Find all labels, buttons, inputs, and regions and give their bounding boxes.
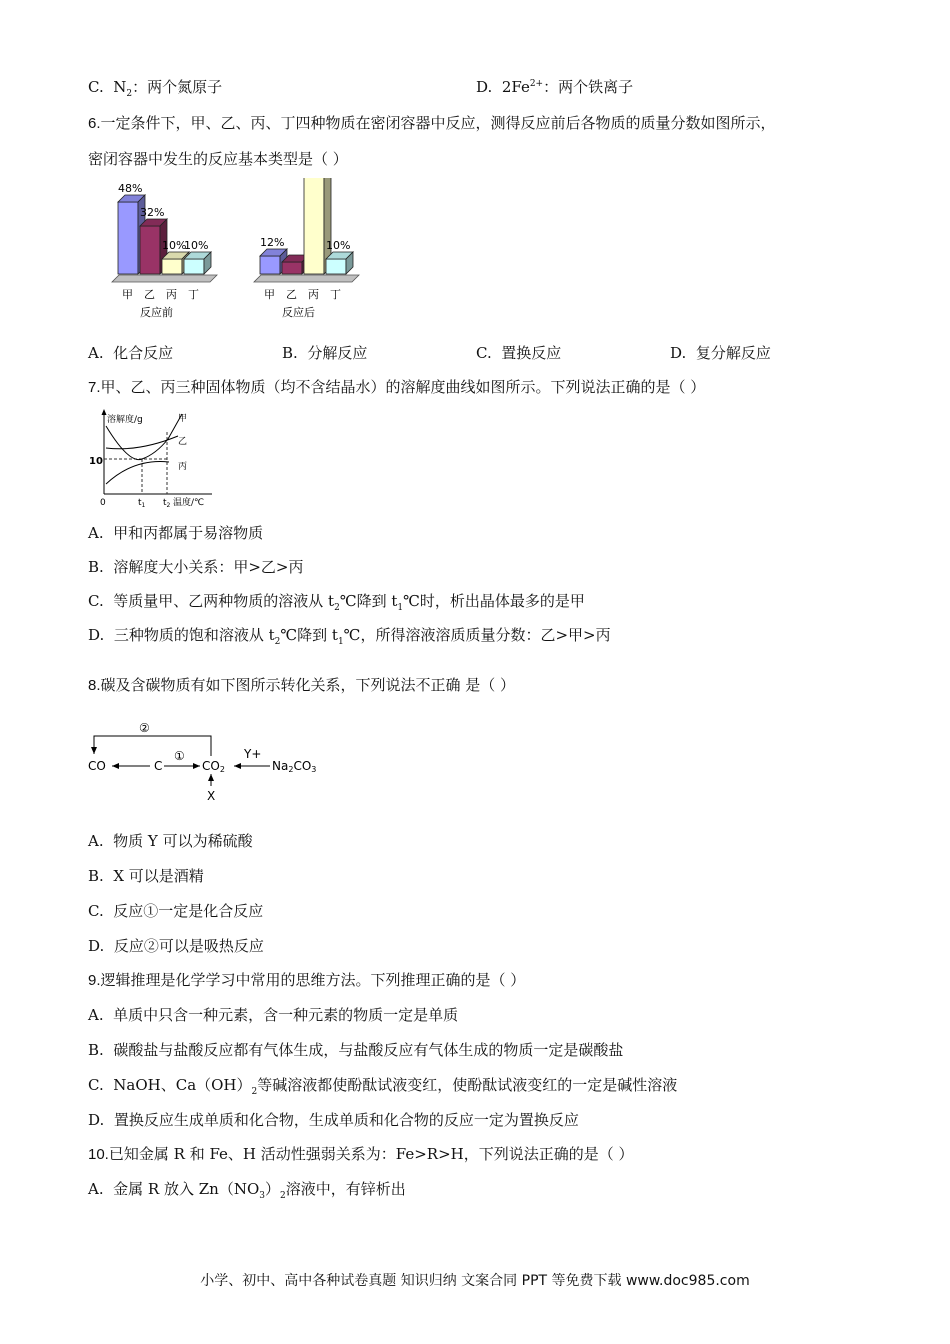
q7-option-c	[88, 590, 585, 612]
option-label: A.	[88, 832, 104, 850]
option-text: 碳酸盐与盐酸反应都有气体生成，与盐酸反应有气体生成的物质一定是碳酸盐	[113, 1041, 624, 1059]
question-number: 7.	[88, 379, 101, 396]
group-label: 反应前	[140, 306, 173, 319]
q6-option-b	[282, 342, 367, 364]
curve-bing	[106, 461, 169, 484]
node-co2: CO2	[202, 759, 225, 774]
question-text: 甲、乙、丙三种固体物质（均不含结晶水）的溶解度曲线如图所示。下列说法正确的是（ ）	[100, 378, 706, 396]
option-text: ℃降到 t	[280, 626, 338, 644]
question-number: 8.	[88, 677, 101, 694]
q6-option-d	[670, 342, 771, 364]
option-text: 三种物质的饱和溶液从 t	[113, 626, 275, 644]
reaction-1-mark: ①	[174, 749, 185, 763]
q5-option-d	[476, 76, 633, 98]
option-label: B.	[88, 558, 104, 576]
subscript: 2	[251, 1087, 258, 1097]
node-na2co3: Na2CO3	[272, 759, 317, 774]
option-label: C.	[88, 592, 104, 610]
option-text: 物质 Y 可以为稀硫酸	[113, 832, 253, 850]
option-label: A.	[88, 1006, 104, 1024]
question-text: 已知金属 R 和 Fe、H 活动性强弱关系为：Fe>R>H，下列说法正确的是（ ）	[108, 1145, 634, 1163]
chart-floor	[112, 275, 217, 282]
bar-value-label: 12%	[260, 236, 285, 249]
option-label: C.	[88, 78, 104, 96]
q7-option-a	[88, 522, 263, 544]
option-text: 复分解反应	[695, 344, 771, 362]
subscript: 2	[280, 1191, 286, 1201]
q9-option-d	[88, 1109, 579, 1131]
option-label: C.	[476, 344, 492, 362]
subscript: 2	[334, 603, 340, 613]
option-label: B.	[282, 344, 298, 362]
subscript: 1	[337, 637, 344, 647]
option-label: A.	[88, 524, 104, 542]
formula-superscript: 2+	[529, 79, 544, 89]
bar-value-label: 32%	[140, 206, 165, 219]
option-text: 单质中只含一种元素，含一种元素的物质一定是单质	[113, 1006, 459, 1024]
option-label: A.	[88, 344, 104, 362]
question-number: 10.	[88, 1146, 109, 1163]
x-axis-label: 温度/℃	[173, 498, 205, 508]
q6-stem-line1	[88, 112, 776, 135]
option-label: B.	[88, 867, 104, 885]
t2-label: $t_2$	[163, 498, 171, 509]
option-text: 置换反应	[501, 344, 562, 362]
option-label: D.	[476, 78, 493, 96]
chart-floor	[254, 275, 359, 282]
y-tick-label: 10	[89, 456, 103, 467]
option-text: 反应①一定是化合反应	[113, 902, 264, 920]
curve-bing-label: 丙	[178, 462, 188, 472]
reagent-x-label: X	[207, 789, 216, 803]
option-label: D.	[88, 1111, 105, 1129]
q8-option-d	[88, 935, 264, 957]
option-label: D.	[88, 937, 105, 955]
option-text: 等碱溶液都使酚酞试液变红，使酚酞试液变红的一定是碱性溶液	[257, 1076, 678, 1094]
q8-option-a	[88, 830, 253, 852]
bar-value-label: 10%	[162, 239, 187, 252]
option-text: 金属 R 放入 Zn（NO	[113, 1180, 260, 1198]
bar-value-label: 10%	[184, 239, 209, 252]
subscript: 1	[397, 603, 404, 613]
q7-option-b	[88, 556, 303, 578]
option-label: D.	[670, 344, 687, 362]
category-label: 甲	[264, 288, 275, 301]
arrow-co2-to-co	[94, 736, 211, 756]
reaction-2-mark: ②	[139, 721, 150, 735]
q8-stem	[88, 674, 515, 697]
q7-stem	[88, 376, 705, 399]
bar-value-label: 10%	[326, 239, 351, 252]
category-label: 乙	[144, 288, 155, 301]
option-label: B.	[88, 1041, 104, 1059]
option-label: C.	[88, 1076, 104, 1094]
formula: N	[113, 78, 127, 96]
option-text: X 可以是酒精	[113, 867, 204, 885]
option-text: ℃降到 t	[339, 592, 398, 610]
formula-subscript: 2	[126, 89, 133, 99]
question-text: 逻辑推理是化学学习中常用的思维方法。下列推理正确的是（ ）	[100, 971, 526, 989]
option-text: ℃时，析出晶体最多的是甲	[403, 592, 585, 610]
node-co: CO	[88, 759, 106, 773]
q9-stem	[88, 969, 525, 992]
option-text: ）	[265, 1180, 281, 1198]
category-label: 丙	[308, 288, 319, 301]
q7-option-d	[88, 624, 611, 646]
subscript: 2	[274, 637, 281, 647]
option-text: 置换反应生成单质和化合物，生成单质和化合物的反应一定为置换反应	[113, 1111, 579, 1129]
reagent-y-label: Y+	[244, 747, 262, 761]
q9-option-b	[88, 1039, 623, 1061]
origin-label: 0	[100, 498, 106, 508]
q7-solubility-graph	[84, 406, 224, 510]
option-text: 甲和丙都属于易溶物质	[113, 524, 264, 542]
page-footer: 小学、初中、高中各种试卷真题 知识归纳 文案合同 PPT 等免费下载 www.doc985.com	[200, 1273, 750, 1289]
option-text: 等质量甲、乙两种物质的溶液从 t	[113, 592, 335, 610]
category-label: 甲	[122, 288, 133, 301]
option-label: A.	[88, 1180, 104, 1198]
category-label: 丁	[330, 288, 341, 301]
q6-bar-chart	[88, 178, 398, 328]
category-label: 丁	[188, 288, 199, 301]
q8-transformation-diagram	[84, 714, 334, 806]
q9-option-a	[88, 1004, 458, 1026]
y-axis-arrow	[102, 409, 107, 415]
option-label: C.	[88, 902, 104, 920]
q6-option-c	[476, 342, 561, 364]
question-text: 碳及含碳物质有如下图所示转化关系，下列说法不正确 是（ ）	[100, 676, 516, 694]
bar-丁-反应前	[184, 252, 211, 274]
option-text: 分解反应	[307, 344, 368, 362]
group-label: 反应后	[282, 306, 315, 319]
bar-丁-反应后	[326, 252, 353, 274]
q6-option-a	[88, 342, 173, 364]
option-text: 溶解度大小关系：甲>乙>丙	[113, 558, 304, 576]
q8-option-b	[88, 865, 204, 887]
q10-stem	[88, 1143, 634, 1166]
category-label: 丙	[166, 288, 177, 301]
t1-label: $t_1$	[138, 498, 146, 509]
q5-option-c	[88, 76, 222, 98]
option-text: 反应②可以是吸热反应	[113, 937, 264, 955]
bar-value-label: 48%	[118, 182, 143, 195]
option-text: ：两个氮原子	[132, 78, 223, 96]
curve-jia-label: 甲	[178, 414, 188, 424]
option-label: D.	[88, 626, 105, 644]
category-label: 乙	[286, 288, 297, 301]
curve-yi-label: 乙	[178, 437, 188, 447]
q6-stem-line2: 密闭容器中发生的反应基本类型是（ ）	[88, 150, 348, 168]
question-number: 6.	[88, 115, 101, 132]
q10-option-a	[88, 1178, 406, 1200]
option-text: 溶液中，有锌析出	[285, 1180, 406, 1198]
option-text: ：两个铁离子	[543, 78, 634, 96]
option-text: NaOH、Ca（OH）	[113, 1076, 252, 1094]
subscript: 3	[259, 1191, 265, 1201]
question-number: 9.	[88, 972, 101, 989]
question-text: 一定条件下，甲、乙、丙、丁四种物质在密闭容器中反应，测得反应前后各物质的质量分数如图所示，	[100, 114, 776, 132]
option-text: ℃，所得溶液溶质质量分数：乙>甲>丙	[343, 626, 611, 644]
node-c: C	[154, 759, 163, 773]
q8-option-c	[88, 900, 263, 922]
y-axis-label: 溶解度/g	[107, 415, 143, 425]
option-text: 化合反应	[113, 344, 174, 362]
formula: 2Fe	[501, 78, 530, 96]
q9-option-c	[88, 1074, 677, 1096]
